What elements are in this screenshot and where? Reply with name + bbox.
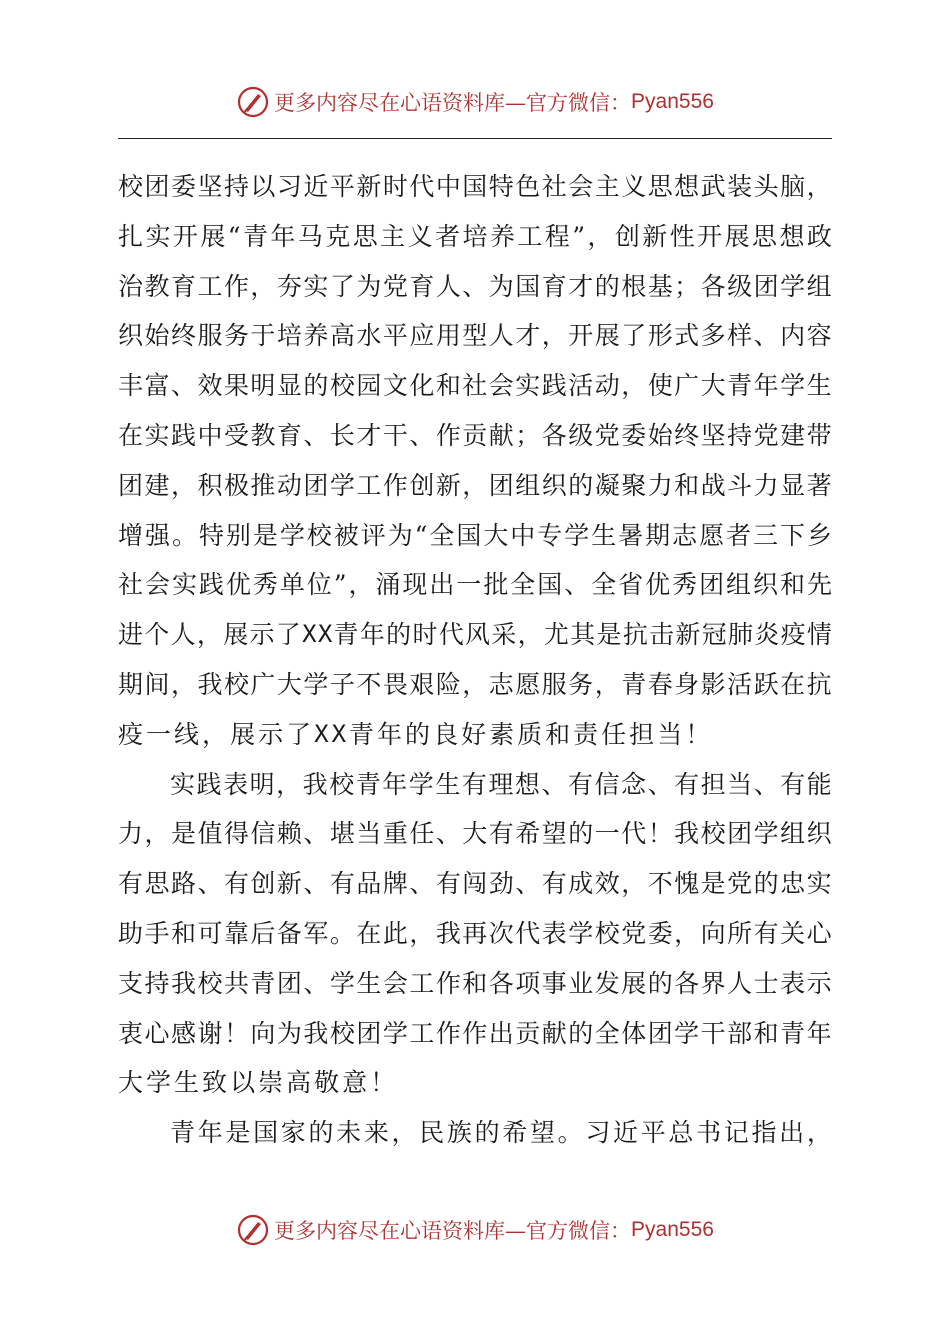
text-line: 增 强 。 特 别 是 学 校 被 评 为 “ 全 国 大 中 专 学 生 暑 期 志 愿 者 三 下 乡: [118, 520, 832, 550]
text-line: 有 思 路 、 有 创 新 、 有 品 牌 、 有 闯 劲 、 有 成 效 ， 不 愧 是 党 的 忠 实: [118, 869, 832, 899]
text-line: 丰 富 、 效 果 明 显 的 校 园 文 化 和 社 会 实 践 活 动 ， 使 广 大 青 年 学 生: [118, 371, 832, 401]
text-line: 织 始 终 服 务 于 培 养 高 水 平 应 用 型 人 才 ， 开 展 了 形 式 多 样 、 内 容: [118, 321, 832, 351]
text-line: 青 年 是 国 家 的 未 来 ， 民 族 的 希 望 。 习 近 平 总 书 记 指 出 ，: [170, 1118, 832, 1148]
text-line: 进 个 人 ， 展 示 了 X X 青 年 的 时 代 风 采 ， 尤 其 是 抗 击 新 冠 肺 炎 疫 情: [118, 620, 832, 650]
text-line: 团 建 ， 积 极 推 动 团 学 工 作 创 新 ， 团 组 织 的 凝 聚 力 和 战 斗 力 显 著: [118, 470, 832, 500]
watermark-account: Pyan556: [631, 1218, 714, 1241]
text-line: 助 手 和 可 靠 后 备 军 。 在 此 ， 我 再 次 代 表 学 校 党 委 ， 向 所 有 关 心: [118, 918, 832, 948]
text-line: 支 持 我 校 共 青 团 、 学 生 会 工 作 和 各 项 事 业 发 展 的 各 界 人 士 表 示: [118, 968, 832, 998]
text-line: 在 实 践 中 受 教 育 、 长 才 干 、 作 贡 献 ； 各 级 党 委 始 终 坚 持 党 建 带: [118, 420, 832, 450]
footer-watermark: [0, 1210, 950, 1250]
watermark-text: 更多内容尽在心语资料库—官方微信：: [274, 1219, 632, 1243]
text-line: 扎 实 开 展 “ 青 年 马 克 思 主 义 者 培 养 工 程 ” ， 创 新 性 开 展 思 想 政: [118, 221, 832, 251]
text-line: 疫 一 线 ， 展 示 了 X X 青 年 的 良 好 素 质 和 责 任 担 当 ！: [118, 719, 714, 749]
text-line: 实 践 表 明 ， 我 校 青 年 学 生 有 理 想 、 有 信 念 、 有 担 当 、 有 能: [170, 769, 832, 799]
quill-logo-icon: [236, 1213, 270, 1247]
header-watermark: [0, 82, 950, 122]
text-line: 期 间 ， 我 校 广 大 学 子 不 畏 艰 险 ， 志 愿 服 务 ， 青 春 身 影 活 跃 在 抗: [118, 669, 832, 699]
text-line: 衷 心 感 谢 ！ 向 为 我 校 团 学 工 作 作 出 贡 献 的 全 体 团 学 干 部 和 青 年: [118, 1018, 832, 1048]
text-line: 校 团 委 坚 持 以 习 近 平 新 时 代 中 国 特 色 社 会 主 义 思 想 武 装 头 脑 ，: [118, 172, 832, 201]
document-body: [118, 162, 832, 1158]
header-divider: [118, 138, 832, 139]
quill-logo-icon: [236, 85, 270, 119]
text-line: 力 ， 是 值 得 信 赖 、 堪 当 重 任 、 大 有 希 望 的 一 代 ！ 我 校 团 学 组 织: [118, 819, 832, 849]
watermark-account: Pyan556: [631, 90, 714, 113]
text-line: 治 教 育 工 作 ， 夯 实 了 为 党 育 人 、 为 国 育 才 的 根 基 ； 各 级 团 学 组: [118, 271, 832, 301]
watermark-text: 更多内容尽在心语资料库—官方微信：: [274, 91, 632, 115]
text-line: 大 学 生 致 以 崇 高 敬 意 ！: [118, 1068, 399, 1098]
text-line: 社 会 实 践 优 秀 单 位 ” ， 涌 现 出 一 批 全 国 、 全 省 优 秀 团 组 织 和 先: [118, 570, 832, 600]
